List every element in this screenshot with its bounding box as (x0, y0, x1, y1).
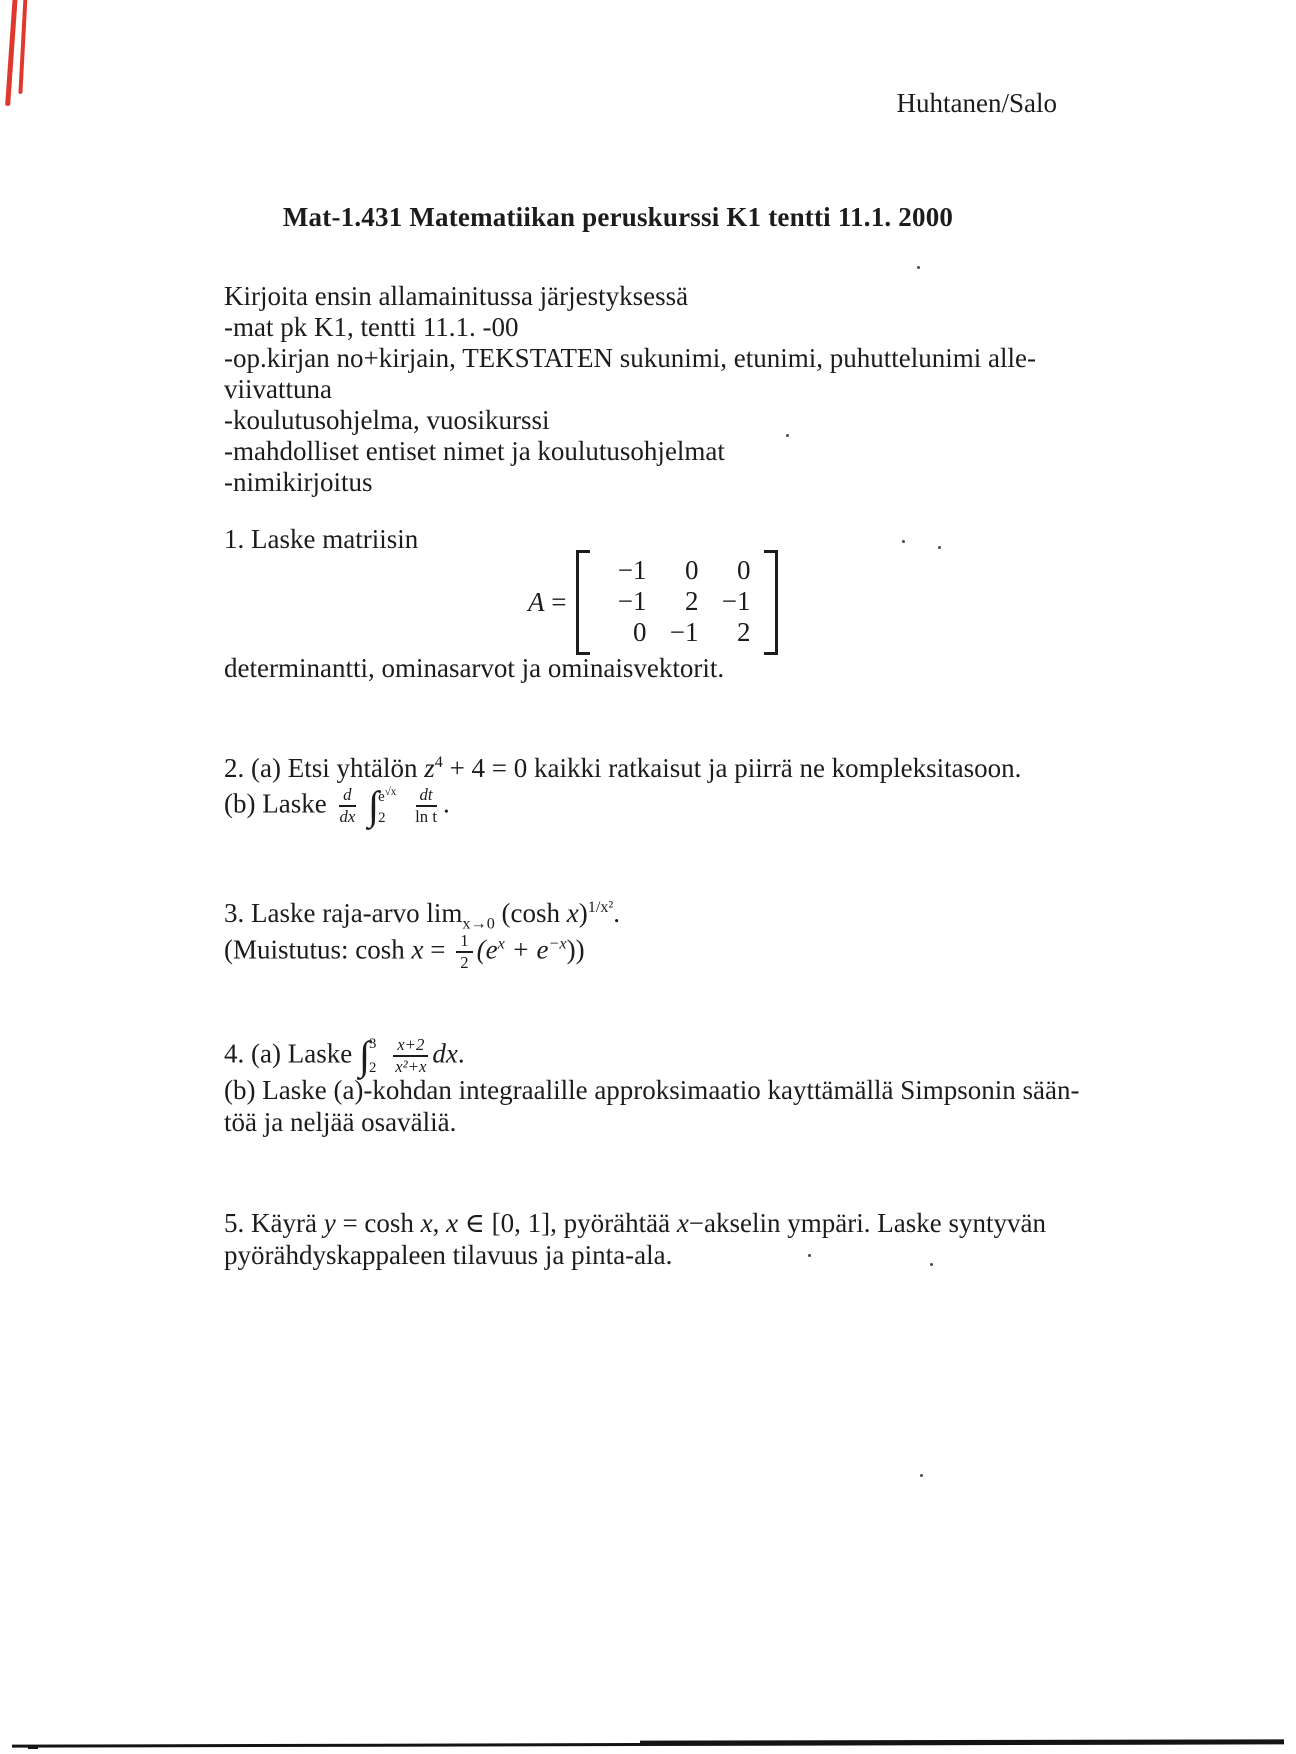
lower-limit: 2 (378, 809, 386, 826)
q3-text-1: 3. Laske raja-arvo lim (224, 898, 463, 928)
scan-speck (902, 540, 905, 543)
matrix-cell: 2 (684, 586, 699, 616)
matrix-variable: A (528, 587, 545, 617)
q2b-period: . (442, 788, 450, 819)
q5-variable-y: y (323, 1208, 336, 1238)
q5-text-3: ∈ [0, 1], pyörähtää (464, 1208, 671, 1238)
matrix-lhs (528, 587, 566, 618)
q4a-text: 4. (a) Laske (224, 1038, 353, 1069)
q4a-line (224, 1033, 465, 1079)
matrix-cell: −1 (669, 617, 699, 647)
q4b-text-2: töä ja neljää osaväliä. (224, 1107, 457, 1137)
upper-limit (378, 787, 396, 805)
q2a-line (224, 753, 1021, 784)
frac-numerator: x+2 (393, 1036, 428, 1057)
q1-outro (224, 653, 724, 684)
red-scan-mark-1 (5, 0, 18, 106)
frac-numerator: d (339, 786, 355, 807)
q5-line-1 (224, 1208, 1046, 1239)
matrix-left-bracket (576, 550, 590, 655)
q5-text-1: 5. Käyrä (224, 1208, 317, 1238)
scan-speck (786, 434, 789, 437)
instruction-line: -koulutusohjelma, vuosikurssi (224, 405, 550, 435)
q3-text-e2: + e (511, 934, 549, 965)
q4b-line-2 (224, 1107, 456, 1138)
upper-limit: 3 (369, 1036, 377, 1053)
matrix-equation (528, 550, 778, 655)
q1-intro (224, 524, 418, 555)
matrix-cell: 0 (632, 617, 647, 647)
scan-speck (938, 546, 941, 549)
frac-numerator: 1 (456, 932, 472, 953)
red-scan-mark-2 (18, 0, 27, 94)
q2b-text: (b) Laske (224, 788, 327, 819)
q3-exponent: 1/x² (587, 898, 614, 916)
scan-speck (917, 266, 920, 269)
q3-variable: x (411, 934, 424, 965)
q3-sup-2: −x (548, 934, 567, 953)
upper-limit-exponent: √x (384, 786, 397, 799)
q3-period: . (613, 898, 621, 928)
q2a-text-1: 2. (a) Etsi yhtälön (224, 753, 418, 783)
q5-text-2: = cosh (342, 1208, 414, 1238)
q5-variable-x: x (420, 1208, 433, 1238)
frac-numerator: dt (416, 786, 437, 807)
derivative-fraction (337, 786, 357, 827)
scan-speck (920, 1474, 923, 1477)
q1-intro-text: 1. Laske matriisin (224, 524, 419, 554)
q5-line-2 (224, 1240, 672, 1271)
upper-limit-base: e (378, 789, 385, 806)
matrix-cell: 0 (684, 555, 699, 585)
integral-limits (378, 787, 396, 826)
lower-limit: 2 (369, 1059, 377, 1076)
q3-line-2 (224, 932, 585, 973)
frac-denominator: x²+x (395, 1057, 427, 1077)
q2a-text-2: + 4 = 0 kaikki ratkaisut ja piirrä ne kompleksitasoon. (449, 753, 1022, 783)
matrix-cell: −1 (721, 586, 751, 616)
page-title (258, 202, 978, 233)
equals-sign: = (430, 934, 446, 965)
q2b-line (224, 783, 450, 829)
q3-variable: x (566, 898, 579, 928)
q3-text-2: (cosh (501, 898, 561, 928)
frac-denominator: dx (339, 807, 356, 827)
matrix-cell: 2 (736, 617, 751, 647)
bottom-scan-tick (28, 1745, 38, 1749)
instruction-line: -mahdolliset entiset nimet ja koulutusohjelmat (224, 436, 725, 466)
q1-outro-text: determinantti, ominasarvot ja ominaisvektorit. (224, 653, 725, 683)
q5-text-4: −akselin ympäri. Laske syntyvän (688, 1208, 1046, 1238)
q4a-dx: dx (432, 1038, 458, 1069)
matrix-cell: −1 (617, 555, 647, 585)
q5-text-5: pyörähdyskappaleen tilavuus ja pinta-ala. (224, 1240, 673, 1270)
instruction-line: viivattuna (224, 374, 332, 404)
matrix-cell: −1 (617, 586, 647, 616)
integrand-fraction (413, 786, 439, 827)
integral-sign: ∫ (368, 783, 380, 829)
q4b-text-1: (b) Laske (a)-kohdan integraalille approksimaatio kayttämällä Simpsonin sään- (224, 1075, 1080, 1105)
integral-sign: ∫ (358, 1033, 371, 1079)
title-text: Mat-1.431 Matematiikan peruskurssi K1 tentti 11.1. 2000 (282, 202, 954, 232)
matrix-cell: 0 (736, 555, 751, 585)
q3-close-parens: )) (566, 934, 585, 965)
q3-sup-1: x (497, 934, 505, 953)
scan-speck (808, 1254, 811, 1257)
q2a-exponent: 4 (434, 753, 443, 771)
instructions-block (224, 281, 1036, 498)
q3-text-3: ) (578, 898, 588, 928)
instruction-line: -op.kirjan no+kirjain, TEKSTATEN sukunimi, etunimi, puhuttelunimi alle- (224, 343, 1036, 373)
integral-limits (369, 1037, 376, 1076)
q4b-line-1 (224, 1075, 1079, 1106)
q5-variable-x: x (446, 1208, 459, 1238)
author-text: Huhtanen/Salo (896, 88, 1057, 118)
instruction-line: -mat pk K1, tentti 11.1. -00 (224, 312, 519, 342)
frac-denominator: 2 (460, 953, 469, 973)
integrand-fraction (393, 1036, 428, 1077)
q5-comma: , (432, 1208, 440, 1238)
matrix-right-bracket (764, 550, 778, 655)
equals-sign: = (551, 587, 567, 617)
matrix-grid (590, 550, 764, 655)
q5-variable-x: x (676, 1208, 689, 1238)
instruction-line: Kirjoita ensin allamainitussa järjestyksessä (224, 281, 689, 311)
author-line (897, 88, 1057, 119)
half-fraction (456, 932, 472, 973)
frac-denominator: ln t (415, 807, 437, 827)
scan-speck (930, 1263, 933, 1266)
q4a-period: . (457, 1038, 465, 1069)
q2a-variable: z (424, 753, 435, 783)
q3-text-e1: (e (476, 934, 498, 965)
limit-subscript: x→0 (462, 914, 495, 933)
instruction-line: -nimikirjoitus (224, 467, 373, 497)
q3-reminder-text: (Muistutus: cosh (224, 934, 405, 965)
q3-line-1 (224, 898, 620, 933)
